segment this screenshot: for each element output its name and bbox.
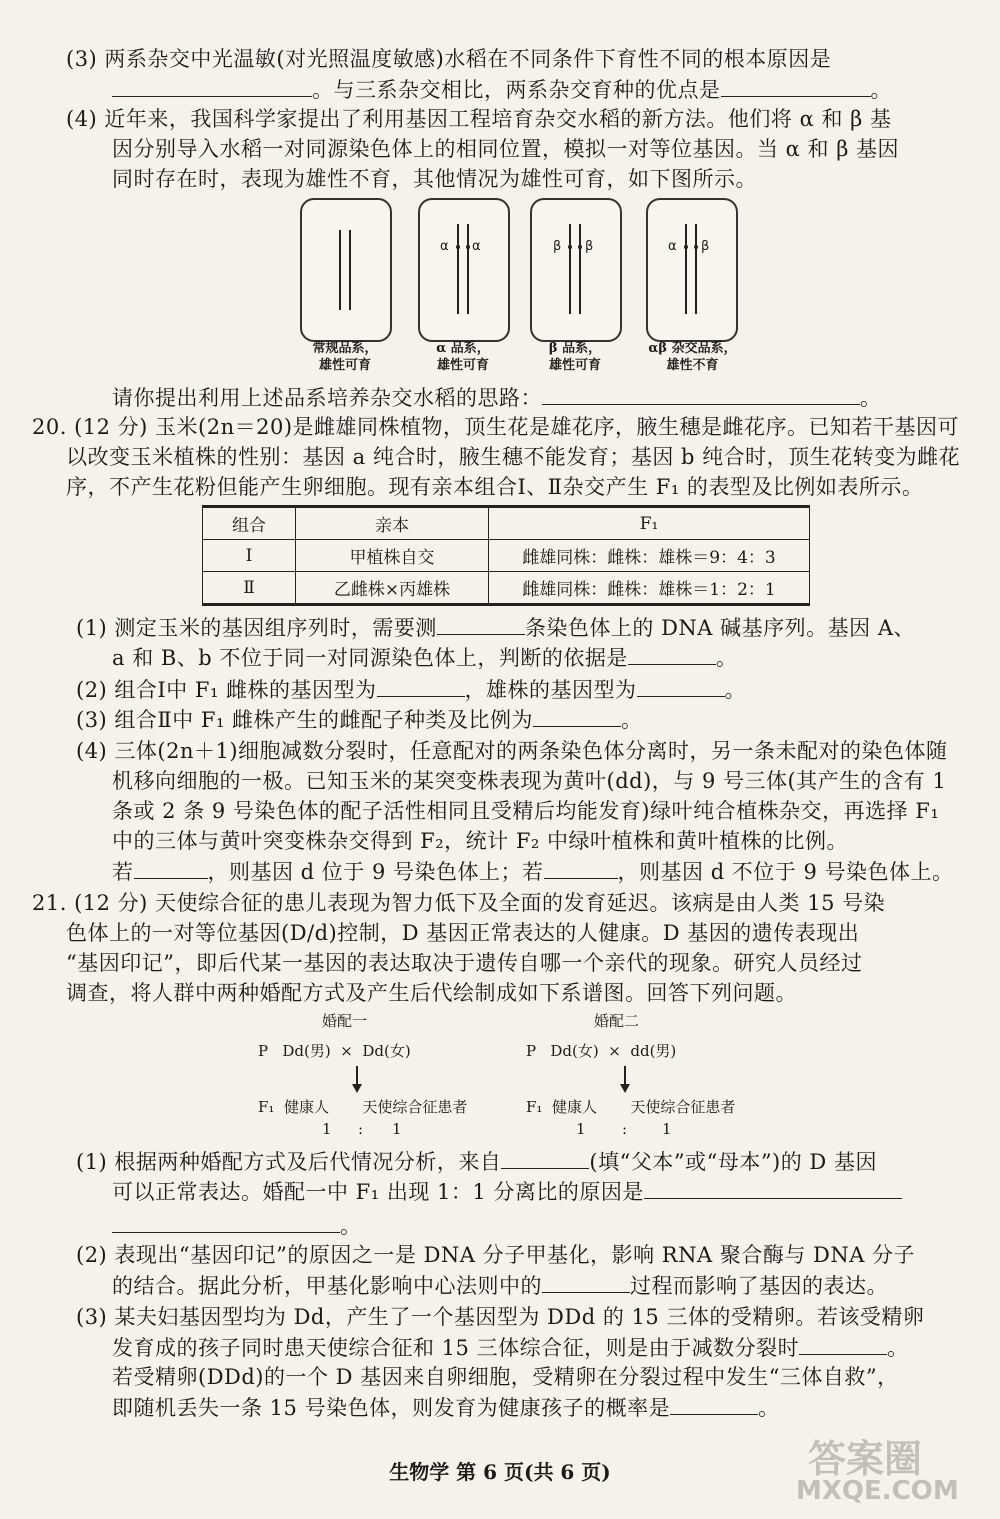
panel-caption: 常规品系， 雄性可育 (312, 341, 378, 373)
answer-blank[interactable] (799, 1332, 887, 1355)
q19-p4-line3: 同时存在时，表现为雄性不育，其他情况为雄性可育，如下图所示。 (112, 167, 757, 191)
q21-line3: “基因印记”，即后代某一基因的表达取决于遗传自哪一个亲代的现象。研究人员经过 (66, 951, 863, 975)
q20-p3: (3) 组合Ⅱ中 F₁ 雌株产生的雌配子种类及比例为 。 (76, 704, 1000, 735)
q20-p2: (2) 组合Ⅰ中 F₁ 雌株的基因型为 ，雄株的基因型为 。 (76, 674, 1000, 705)
chromosome (579, 224, 581, 314)
answer-blank[interactable] (377, 674, 465, 697)
table-header-row: 组合 亲本 F₁ (203, 507, 810, 540)
q19-p3-line1 (66, 44, 1000, 74)
q20-p1-line1: (1) 测定玉米的基因组序列时，需要测 条染色体上的 DNA 碱基序列。基因 A、 (76, 612, 1000, 643)
q19-p4-line2: 因分别导入水稻一对同源染色体上的相同位置，模拟一对等位基因。当 α 和 β 基因 (112, 137, 900, 161)
answer-blank[interactable] (501, 1146, 589, 1169)
answer-blank[interactable] (112, 74, 312, 97)
panel-alpha (418, 198, 510, 342)
q20-line2: 以改变玉米植株的性别：基因 a 纯合时，腋生穗不能发育；基因 b 纯合时，顶生花转变为雌花 (66, 445, 961, 469)
mating2-parents: P Dd(女) × dd(男) (526, 1042, 677, 1060)
chromosome (685, 224, 687, 314)
q21-line4: 调查，将人群中两种婚配方式及产生后代绘制成如下系谱图。回答下列问题。 (66, 981, 797, 1005)
panel-beta (530, 198, 622, 342)
answer-blank[interactable] (437, 612, 525, 635)
q21-line1: 21. (12 分) 天使综合征的患儿表现为智力低下及全面的发育延迟。该病是由人类 15 号染 (32, 891, 886, 915)
gene-label: β (553, 239, 562, 254)
q21-p2-line2: 的结合。据此分析，甲基化影响中心法则中的 过程而影响了基因的表达。 (112, 1270, 1000, 1301)
q20-p4-line4: 中的三体与黄叶突变株杂交得到 F₂，统计 F₂ 中绿叶植株和黄叶植株的比例。 (112, 829, 849, 853)
gene-label: α (472, 239, 481, 254)
gene-label: β (701, 239, 710, 254)
q21-line2: 色体上的一对等位基因(D/d)控制，D 基因正常表达的人健康。D 基因的遗传表现出 (66, 921, 860, 945)
panel-conventional (300, 198, 392, 342)
mating1-title: 婚配一 (322, 1012, 368, 1030)
exam-page: (3) 两系杂交中光温敏(对光照温度敏感)水稻在不同条件下育性不同的根本原因是 。与三系杂交相比，两系杂交育种的优点是 。 (4) 近年来，我国科学家提出了利用基因工程培育杂交水稻的新方法。他们将 α 和 β 基 因分别导入水稻一对同源染色体上的相同位置，模拟一对等位基因。当 α 和 β 基因 同时存在时，表现为雄性不育，其他情况为雄性可育，如下图所示。 常规品系， 雄性可育 α α α 品系， 雄性可育 β β β 品系， 雄性可育 α β αβ 杂交品系， 雄性不育 请你提出利用上述品系培养杂交水稻的思路： 。 20. (12 分) 玉米(2n＝20)是雌雄同株植物，顶生花是雄花序，腋生穗是雌花序。已知若干基因可 以改变玉米植株的性别：基因 a 纯合时，腋生穗不能发育；基因 b 纯合时，顶生花转变为雌花 序，不产生花粉但能产生卵细胞。现有亲本组合Ⅰ、Ⅱ杂交产生 F₁ 的表型及比例如表所示。 组合 亲本 F₁ Ⅰ 甲植株自交 雌雄同株：雌株：雄株＝9：4：3 Ⅱ 乙雌株×丙雄株 雌雄同株：雌株：雄株＝1：2：1 (1) 测定玉米的基因组序列时，需要测 条染色体上的 DNA 碱基序列。基因 A、 a 和 B、b 不位于同一对同源染色体上，判断的依据是 。 (2) 组合Ⅰ中 F₁ 雌株的基因型为 ，雄株的基因型为 。 (3) 组合Ⅱ中 F₁ 雌株产生的雌配子种类及比例为 。 (4) 三体(2n＋1)细胞减数分裂时，任意配对的两条染色体分离时，另一条未配对的染色体随 机移向细胞的一极。已知玉米的某突变株表现为黄叶(dd)，与 9 号三体(其产生的含有 1 条或 2 条 9 号染色体的配子活性相同且受精后均能发育)绿叶纯合植株杂交，再选择 F₁ 中的三体与黄叶突变株杂交得到 F₂，统计 F₂ 中绿叶植株和黄叶植株的比例。 若 ，则基因 d 位于 9 号染色体上；若 ，则基因 d 不位于 9 号染色体上。 21. (12 分) 天使综合征的患儿表现为智力低下及全面的发育延迟。该病是由人类 15 号染 色体上的一对等位基因(D/d)控制，D 基因正常表达的人健康。D 基因的遗传表现出 “基因印记”，即后代某一基因的表达取决于遗传自哪一个亲代的现象。研究人员经过 调查，将人群中两种婚配方式及产生后代绘制成如下系谱图。回答下列问题。 婚配一 P Dd(男) × Dd(女) F₁ 健康人 天使综合征患者 1 : 1 婚配二 P Dd(女) × dd(男) F₁ 健康人 天使综合征患者 1 : 1 (1) 根据两种婚配方式及后代情况分析，来自 (填“父本”或“母本”)的 D 基因 可以正常表达。婚配一中 F₁ 出现 1：1 分离比的原因是 。 (2) 表现出“基因印记”的原因之一是 DNA 分子甲基化，影响 RNA 聚合酶与 DNA 分子 的结合。据此分析，甲基化影响中心法则中的 过程而影响了基因的表达。 (3) 某夫妇基因型均为 Dd，产生了一个基因型为 DDd 的 15 三体的受精卵。若该受精卵 发育成的孩子同时患天使综合征和 15 三体综合征，则是由于减数分裂时 。 若受精卵(DDd)的一个 D 基因来自卵细胞，受精卵在分裂过程中发生“三体自救”， 即随机丢失一条 15 号染色体，则发育为健康孩子的概率是 。 生物学 第 6 页(共 6 页) 答案圈 MXQE.COM (0, 0, 1000, 1519)
q21-p3-line3: 若受精卵(DDd)的一个 D 基因来自卵细胞，受精卵在分裂过程中发生“三体自救”， (112, 1365, 899, 1389)
answer-blank[interactable] (134, 856, 208, 879)
panel-caption: β 品系， 雄性可育 (548, 341, 602, 373)
q20-p4-line2: 机移向细胞的一极。已知玉米的某突变株表现为黄叶(dd)，与 9 号三体(其产生的含有 1 (112, 769, 947, 793)
answer-blank[interactable] (628, 642, 716, 665)
answer-blank[interactable] (542, 382, 860, 405)
gene-label: α (668, 239, 677, 254)
cross-table (202, 505, 810, 606)
mating1-offspring: F₁ 健康人 天使综合征患者 (258, 1098, 468, 1116)
answer-blank[interactable] (637, 674, 725, 697)
panel-caption: αβ 杂交品系， 雄性不育 (648, 341, 737, 373)
answer-blank[interactable] (544, 856, 618, 879)
panel-alphabeta (646, 198, 738, 342)
q21-p3-line4: 即随机丢失一条 15 号染色体，则发育为健康孩子的概率是 。 (112, 1392, 1000, 1423)
q21-p3-line1: (3) 某夫妇基因型均为 Dd，产生了一个基因型为 DDd 的 15 三体的受精卵。若该受精卵 (76, 1305, 925, 1329)
table-row: Ⅰ 甲植株自交 雌雄同株：雌株：雄株＝9：4：3 (203, 540, 810, 572)
q20-line3: 序，不产生花粉但能产生卵细胞。现有亲本组合Ⅰ、Ⅱ杂交产生 F₁ 的表型及比例如表所示。 (66, 475, 924, 499)
watermark-logo: 答案圈 MXQE.COM (796, 1437, 959, 1506)
answer-blank[interactable] (670, 1392, 758, 1415)
q20-p4-line5: 若 ，则基因 d 位于 9 号染色体上；若 ，则基因 d 不位于 9 号染色体上。 (112, 856, 1000, 887)
chromosome (569, 224, 571, 314)
gene-label: β (585, 239, 594, 254)
q20-p1-line2: a 和 B、b 不位于同一对同源染色体上，判断的依据是 。 (112, 642, 1000, 673)
chromosome (695, 224, 697, 314)
q21-p2-line1: (2) 表现出“基因印记”的原因之一是 DNA 分子甲基化，影响 RNA 聚合酶与 DNA 分子 (76, 1243, 916, 1267)
q19-p3-line2: 。与三系杂交相比，两系杂交育种的优点是 。 (112, 74, 1000, 105)
q20-p4-line3: 条或 2 条 9 号染色体的配子活性相同且受精后均能发育)绿叶纯合植株杂交，再选择 F₁ (112, 799, 940, 823)
arrow (624, 1066, 626, 1086)
page-footer: 生物学 第 6 页(共 6 页) (389, 1460, 611, 1484)
chromosome (339, 230, 341, 310)
answer-blank[interactable] (644, 1176, 902, 1199)
q19-p4-line1: (4) 近年来，我国科学家提出了利用基因工程培育杂交水稻的新方法。他们将 α 和 β 基 (66, 107, 892, 131)
q19-p4-question: 请你提出利用上述品系培养杂交水稻的思路： 。 (112, 382, 1000, 413)
chromosome (467, 224, 469, 314)
table-row: Ⅱ 乙雌株×丙雄株 雌雄同株：雌株：雄株＝1：2：1 (203, 572, 810, 605)
q21-p1-line1: (1) 根据两种婚配方式及后代情况分析，来自 (填“父本”或“母本”)的 D 基因 (76, 1146, 1000, 1177)
answer-blank[interactable] (533, 704, 621, 727)
answer-blank[interactable] (542, 1270, 630, 1293)
chromosome (349, 230, 351, 310)
q19-p3-text: (3) 两系杂交中光温敏(对光照温度敏感)水稻在不同条件下育性不同的根本原因是 (66, 47, 832, 71)
q21-p3-line2: 发育成的孩子同时患天使综合征和 15 三体综合征，则是由于减数分裂时 。 (112, 1332, 1000, 1363)
chromosome (457, 224, 459, 314)
panel-caption: α 品系， 雄性可育 (436, 341, 490, 373)
mating1-parents: P Dd(男) × Dd(女) (258, 1042, 411, 1060)
arrow (356, 1066, 358, 1086)
answer-blank[interactable] (721, 74, 871, 97)
answer-blank[interactable] (112, 1210, 340, 1233)
q21-p1-line3: 。 (112, 1210, 1000, 1241)
mating2-offspring: F₁ 健康人 天使综合征患者 (526, 1098, 736, 1116)
q21-p1-line2: 可以正常表达。婚配一中 F₁ 出现 1：1 分离比的原因是 (112, 1176, 1000, 1207)
q20-line1: 20. (12 分) 玉米(2n＝20)是雌雄同株植物，顶生花是雄花序，腋生穗是雌花序。已知若干基因可 (32, 415, 960, 439)
mating2-title: 婚配二 (594, 1012, 640, 1030)
gene-label: α (440, 239, 449, 254)
q20-p4-line1: (4) 三体(2n＋1)细胞减数分裂时，任意配对的两条染色体分离时，另一条未配对的染色体随 (76, 739, 948, 763)
